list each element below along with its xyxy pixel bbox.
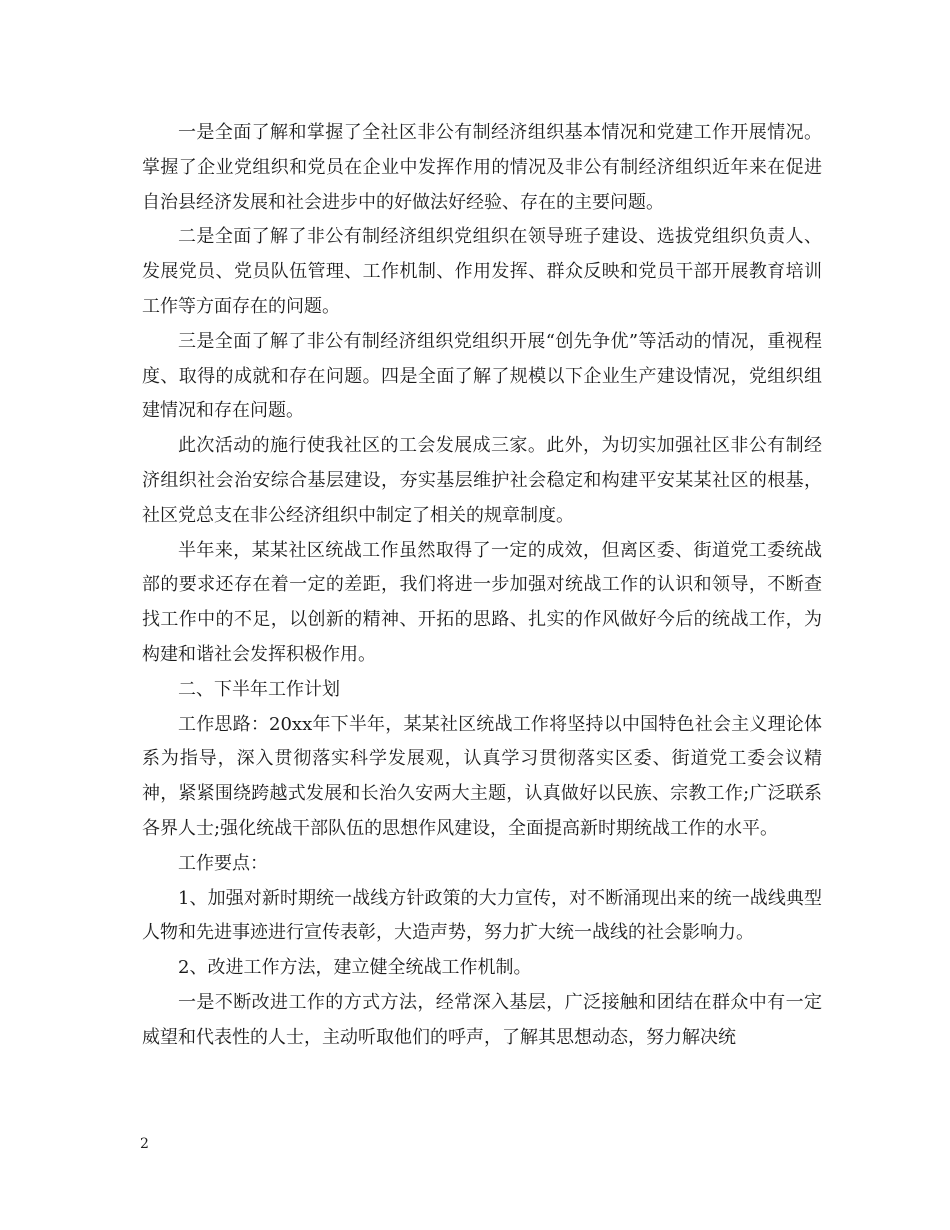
page-number: 2 [140,1136,149,1152]
paragraph-5: 半年来，某某社区统战工作虽然取得了一定的成效，但离区委、街道党工委统战部的要求还存在着一定的差距，我们将进一步加强对统战工作的认识和领导，不断查找工作中的不足，以创新的精神、开拓的思路、扎实的作风做好今后的统战工作，为构建和谐社会发挥积极作用。 [142,539,822,665]
work-points-heading: 工作要点： [178,852,268,874]
work-point-1: 1、加强对新时期统一战线方针政策的大力宣传，对不断涌现出来的统一战线典型人物和先进事迹进行宣传表彰，大造声势，努力扩大统一战线的社会影响力。 [142,887,822,944]
work-point-2: 2、改进工作方法，建立健全统战工作机制。 [178,957,532,979]
paragraph-3: 三是全面了解了非公有制经济组织党组织开展“创先争优”等活动的情况，重视程度、取得的成就和存在问题。四是全面了解了规模以下企业生产建设情况，党组织组建情况和存在问题。 [142,330,822,422]
paragraph-final: 一是不断改进工作的方式方法，经常深入基层，广泛接触和团结在群众中有一定威望和代表性的人士，主动听取他们的呼声，了解其思想动态，努力解决统 [142,991,822,1048]
paragraph-2: 二是全面了解了非公有制经济组织党组织在领导班子建设、选拔党组织负责人、发展党员、党员队伍管理、工作机制、作用发挥、群众反映和党员干部开展教育培训工作等方面存在的问题。 [142,226,822,317]
paragraph-4: 此次活动的施行使我社区的工会发展成三家。此外，为切实加强社区非公有制经济组织社会治安综合基层建设，夯实基层维护社会稳定和构建平安某某社区的根基，社区党总支在非公经济组织中制定了相关的规章制度。 [142,435,822,526]
document-body [142,116,822,1056]
section-heading: 二、下半年工作计划 [178,678,340,700]
paragraph-work-ideas: 工作思路：20xx年下半年，某某社区统战工作将坚持以中国特色社会主义理论体系为指导，深入贯彻落实科学发展观，认真学习贯彻落实区委、街道党工委会议精神，紧紧围绕跨越式发展和长治久安两大主题，认真做好以民族、宗教工作;广泛联系各界人士;强化统战干部队伍的思想作风建设，全面提高新时期统战工作的水平。 [142,713,822,839]
paragraph-1: 一是全面了解和掌握了全社区非公有制经济组织基本情况和党建工作开展情况。掌握了企业党组织和党员在企业中发挥作用的情况及非公有制经济组织近年来在促进自治县经济发展和社会进步中的好做法好经验、存在的主要问题。 [142,122,822,213]
